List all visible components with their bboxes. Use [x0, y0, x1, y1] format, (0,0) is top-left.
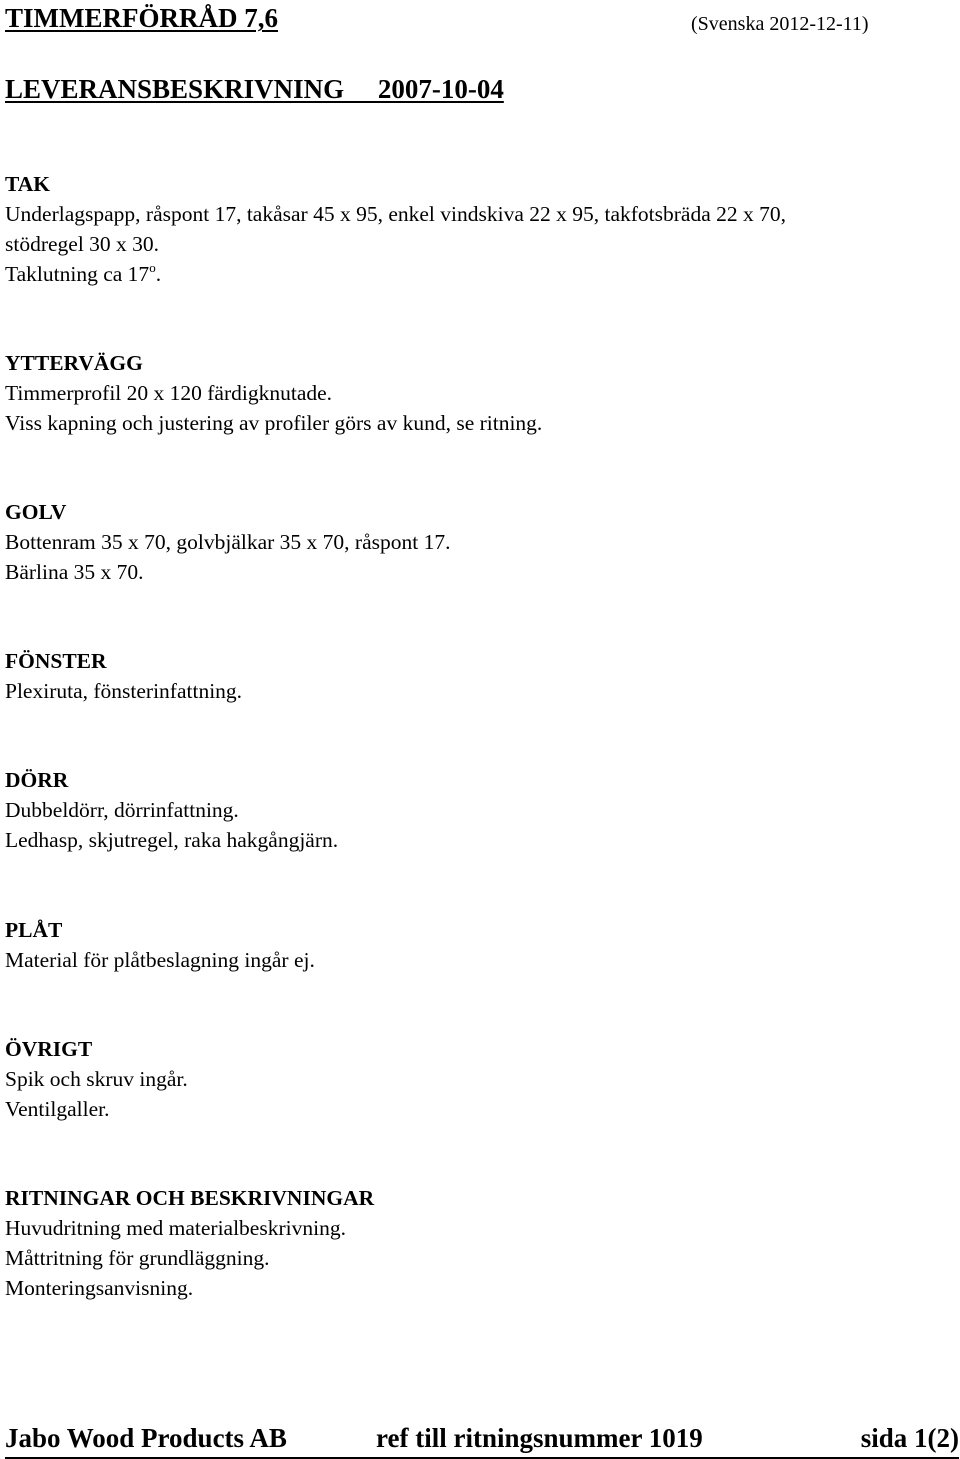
section-line: Ventilgaller. [5, 1097, 110, 1121]
footer-drawing-reference: ref till ritningsnummer 1019 [376, 1423, 703, 1453]
roof-slope-text: Taklutning ca 17 [5, 262, 150, 286]
section-line: Monteringsanvisning. [5, 1276, 194, 1300]
section-line: Dubbeldörr, dörrinfattning. [5, 798, 239, 822]
language-version: (Svenska 2012-12-11) [691, 13, 869, 35]
section-golv [5, 497, 450, 587]
section-heading: GOLV [5, 500, 67, 524]
section-line: Spik och skruv ingår. [5, 1067, 188, 1091]
section-fonster [5, 646, 242, 706]
section-heading: FÖNSTER [5, 649, 107, 673]
roof-slope-line [5, 259, 786, 289]
section-line: Bottenram 35 x 70, golvbjälkar 35 x 70, råspont 17. [5, 530, 451, 554]
section-line: Timmerprofil 20 x 120 färdigknutade. [5, 381, 333, 405]
section-tak [5, 169, 786, 289]
section-line: Underlagspapp, råspont 17, takåsar 45 x 95, enkel vindskiva 22 x 95, takfotsbräda 22 x 70, [5, 202, 787, 226]
degree-superscript: o [149, 260, 156, 275]
section-line: Plexiruta, fönsterinfattning. [5, 679, 243, 703]
section-line: Ledhasp, skjutregel, raka hakgångjärn. [5, 828, 339, 852]
section-heading: ÖVRIGT [5, 1037, 93, 1061]
section-heading: YTTERVÄGG [5, 351, 143, 375]
section-line: Måttritning för grundläggning. [5, 1246, 270, 1270]
footer-page-number: sida 1(2) [860, 1423, 959, 1453]
section-yttervagg [5, 348, 542, 438]
section-line: stödregel 30 x 30. [5, 232, 160, 256]
document-subtitle: LEVERANSBESKRIVNING 2007-10-04 [5, 74, 504, 104]
page-footer [5, 1423, 959, 1459]
section-heading: PLÅT [5, 918, 63, 942]
section-line: Huvudritning med materialbeskrivning. [5, 1216, 346, 1240]
section-heading: RITNINGAR OCH BESKRIVNINGAR [5, 1186, 375, 1210]
section-dorr [5, 765, 338, 855]
section-ritningar [5, 1183, 374, 1303]
roof-slope-suffix: . [155, 262, 162, 286]
section-line: Bärlina 35 x 70. [5, 560, 144, 584]
section-heading: DÖRR [5, 768, 69, 792]
section-plat [5, 915, 315, 975]
section-heading: TAK [5, 172, 50, 196]
footer-company: Jabo Wood Products AB [5, 1423, 287, 1453]
section-line: Viss kapning och justering av profiler görs av kund, se ritning. [5, 411, 543, 435]
section-line: Material för plåtbeslagning ingår ej. [5, 948, 315, 972]
document-title: TIMMERFÖRRÅD 7,6 [5, 3, 278, 33]
section-ovrigt [5, 1034, 188, 1124]
